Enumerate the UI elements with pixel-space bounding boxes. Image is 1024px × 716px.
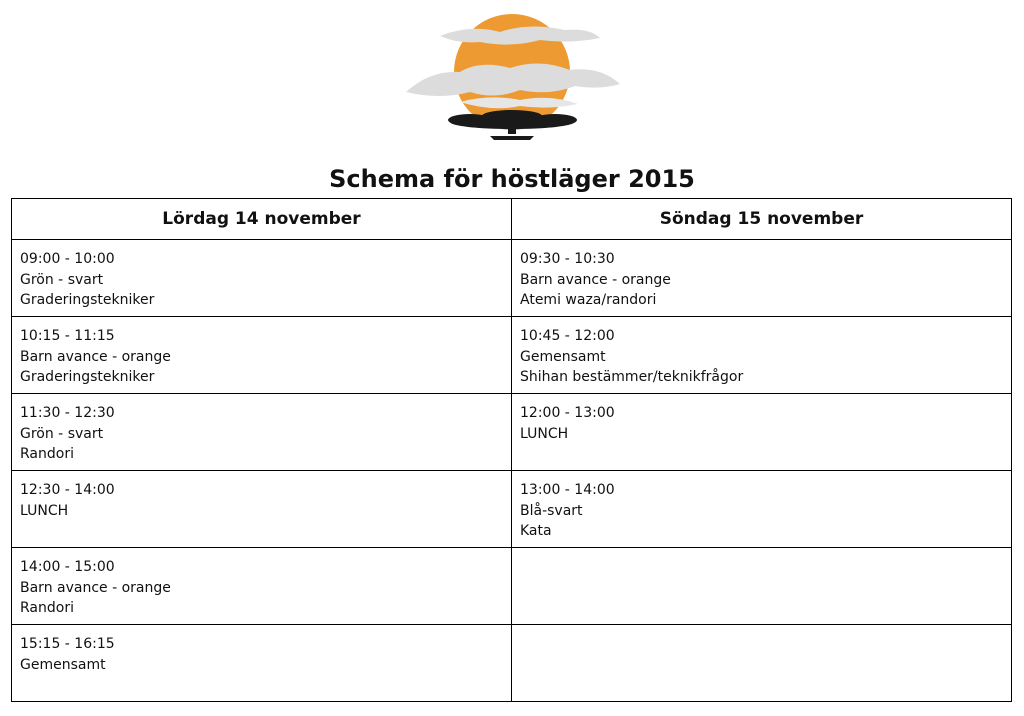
session-time: 09:00 - 10:00	[20, 251, 115, 267]
session-group: Gemensamt	[20, 656, 106, 673]
schedule-cell	[512, 317, 1012, 394]
cloud-shape-top	[440, 26, 600, 44]
schedule-cell	[512, 394, 1012, 471]
session-topic: Graderingstekniker	[20, 369, 155, 385]
schedule-cell	[12, 471, 512, 548]
session-time: 15:15 - 16:15	[20, 636, 115, 652]
session-topic: Graderingstekniker	[20, 292, 155, 308]
schedule-cell	[12, 394, 512, 471]
table-row	[12, 240, 1012, 317]
schedule-cell	[512, 471, 1012, 548]
session-group: Blå-svart	[520, 502, 583, 519]
schedule-cell	[12, 548, 512, 625]
session-group: Gemensamt	[520, 348, 606, 365]
column-header-sunday: Söndag 15 november	[512, 199, 1012, 240]
session-topic: Atemi waza/randori	[520, 292, 657, 308]
schedule-cell	[12, 625, 512, 702]
schedule-cell	[12, 240, 512, 317]
cloud-shape-middle	[406, 63, 620, 96]
session-time: 10:45 - 12:00	[520, 328, 615, 344]
session-group: Grön - svart	[20, 271, 104, 288]
session-topic: Shihan bestämmer/teknikfrågor	[520, 369, 744, 385]
session-time: 14:00 - 15:00	[20, 559, 115, 575]
schedule-cell	[12, 317, 512, 394]
session-topic: Kata	[520, 523, 552, 539]
schedule-cell-empty	[512, 548, 1012, 625]
session-group: Grön - svart	[20, 425, 104, 442]
session-topic: Randori	[20, 446, 74, 462]
session-time: 11:30 - 12:30	[20, 405, 115, 421]
session-time: 12:00 - 13:00	[520, 405, 615, 421]
table-header-row	[12, 199, 1012, 240]
page-title: Schema för höstläger 2015	[329, 165, 695, 193]
schedule-cell	[512, 240, 1012, 317]
session-group: Barn avance - orange	[20, 348, 171, 365]
session-time: 12:30 - 14:00	[20, 482, 115, 498]
session-time: 13:00 - 14:00	[520, 482, 615, 498]
session-time: 09:30 - 10:30	[520, 251, 615, 267]
session-group: Barn avance - orange	[20, 579, 171, 596]
column-header-saturday: Lördag 14 november	[12, 199, 512, 240]
table-row	[12, 625, 1012, 702]
sun-cloud-bonsai-logo	[400, 10, 624, 140]
table-row	[12, 548, 1012, 625]
session-group: Barn avance - orange	[520, 271, 671, 288]
table-row	[12, 471, 1012, 548]
bonsai-tree-icon	[448, 110, 577, 140]
schedule-table	[11, 198, 1012, 702]
session-time: 10:15 - 11:15	[20, 328, 115, 344]
table-row	[12, 317, 1012, 394]
session-group: LUNCH	[520, 425, 569, 442]
table-row	[12, 394, 1012, 471]
session-group: LUNCH	[20, 502, 69, 519]
session-topic: Randori	[20, 600, 74, 616]
schedule-cell-empty	[512, 625, 1012, 702]
